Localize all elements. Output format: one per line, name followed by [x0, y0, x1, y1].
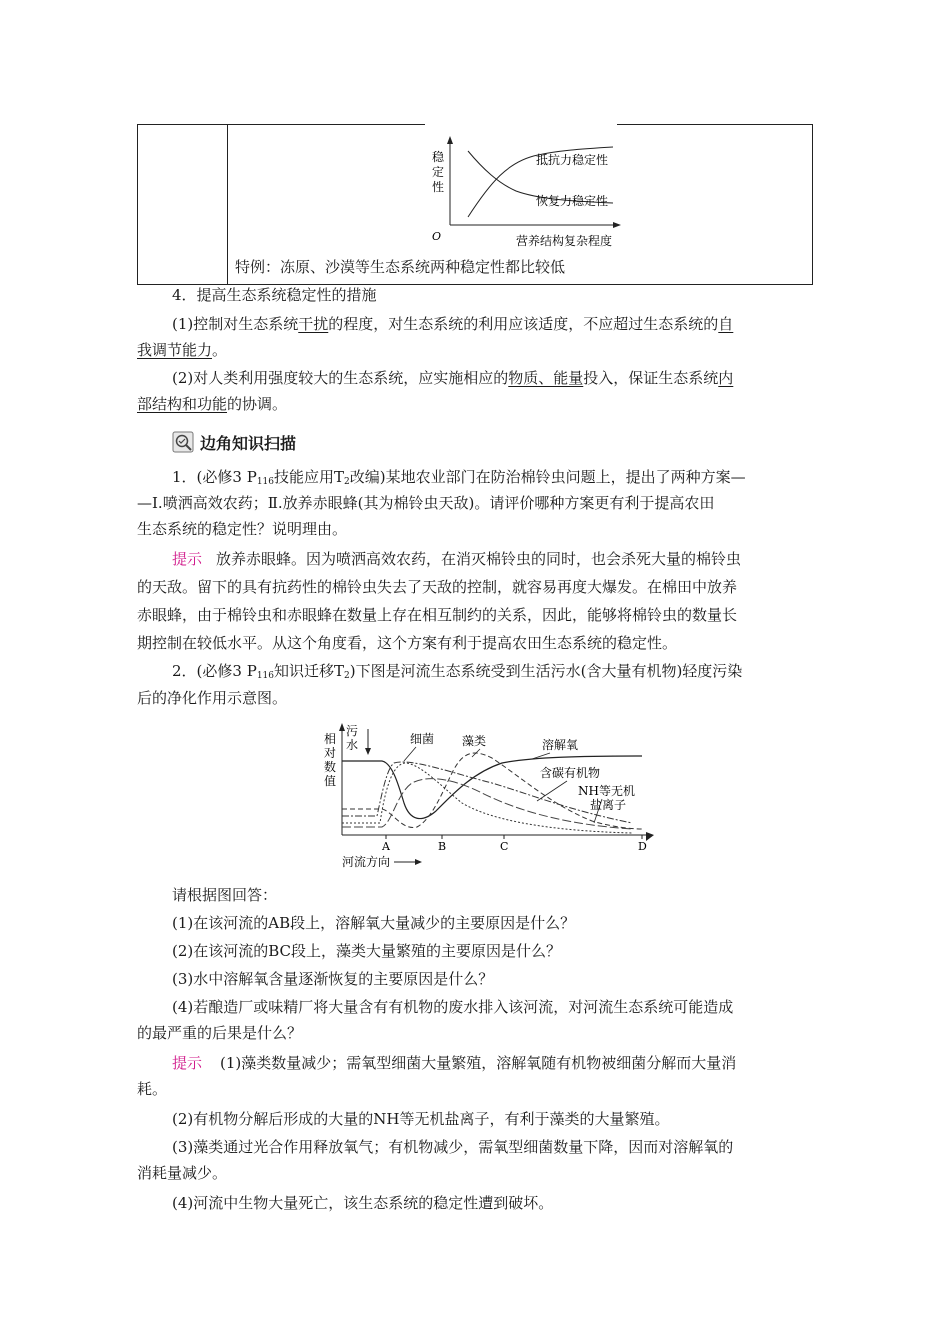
- river-ylabel-1: 相: [324, 732, 337, 746]
- tick-a: A: [382, 840, 390, 853]
- tick-c: C: [500, 840, 509, 853]
- measure-2-line2: [137, 393, 287, 415]
- sewage-label-1: 污: [346, 724, 359, 738]
- algae-label: 藻类: [462, 734, 487, 748]
- measure-1-underline-2b: 我调节能力: [137, 341, 213, 359]
- measure-2-text-c: 的协调。: [227, 395, 288, 413]
- q2-line2: 后的净化作用示意图。: [137, 689, 288, 707]
- q1-t-sub: 2: [344, 477, 350, 487]
- sewage-label-2: 水: [346, 738, 359, 752]
- q2-line1: [172, 660, 742, 687]
- measure-2-underline-1: 物质、能量: [508, 369, 584, 387]
- q1-answer-line2: 的天敌。留下的具有抗药性的棉铃虫失去了天敌的控制，就容易再度大爆发。在棉田中放养: [137, 578, 738, 596]
- question-1: (1)在该河流的AB段上，溶解氧大量减少的主要原因是什么？: [172, 914, 576, 932]
- measure-2-text-b: 投入，保证生态系统: [583, 369, 719, 387]
- tick-d: D: [638, 840, 647, 853]
- river-purification-figure: [324, 723, 702, 871]
- resilience-label: 恢复力稳定性: [536, 194, 609, 208]
- answer-1-text: (1)藻类数量减少；需氧型细菌大量繁殖，溶解氧随有机物被细菌分解而大量消: [220, 1054, 737, 1072]
- questions-intro: 请根据图回答：: [172, 886, 278, 904]
- measure-1-text-b: 的程度，对生态系统的利用应该适度，不应超过生态系统的: [328, 315, 719, 333]
- question-4-line1: (4)若酿造厂或味精厂将大量含有有机物的废水排入该河流，对河流生态系统可能造成: [172, 998, 734, 1016]
- question-3: (3)水中溶解氧含量逐渐恢复的主要原因是什么？: [172, 970, 494, 988]
- q1-text-a: 1．(必修3 P: [172, 468, 257, 486]
- q1-text-b: 技能应用T: [274, 468, 345, 486]
- stability-table-row: [137, 124, 813, 285]
- nh-label: [578, 783, 635, 798]
- q1-line1: [172, 466, 746, 493]
- answer-hint-label: 提示: [172, 1054, 203, 1072]
- q1-text-c: 改编)某地农业部门在防治棉铃虫问题上，提出了两种方案—: [349, 468, 746, 486]
- scan-icon: [172, 431, 194, 453]
- answer-3-line2: 消耗量减少。: [137, 1164, 228, 1182]
- question-4-line2: 的最严重的后果是什么？: [137, 1024, 303, 1042]
- bacteria-label: 细菌: [410, 732, 435, 746]
- measure-1-underline-2a: 自: [718, 315, 734, 333]
- q1-line3: 生态系统的稳定性？说明理由。: [137, 520, 348, 538]
- table-divider: [227, 125, 228, 284]
- answer-1-line1: [172, 1052, 736, 1074]
- x-axis-ticks: [381, 835, 647, 853]
- stability-origin: O: [432, 230, 442, 243]
- river-ylabel-3: 数: [324, 760, 337, 774]
- resistance-label: 抵抗力稳定性: [536, 153, 609, 167]
- stability-ylabel-2: 定: [432, 165, 445, 179]
- answer-2: (2)有机物分解后形成的大量的NH等无机盐离子，有利于藻类的大量繁殖。: [172, 1110, 670, 1128]
- answer-3-line1: (3)藻类通过光合作用释放氧气；有机物减少，需氧型细菌数量下降，因而对溶解氧的: [172, 1138, 734, 1156]
- stability-chart: [428, 133, 628, 251]
- measure-2-text-a: (2)对人类利用强度较大的生态系统，应实施相应的: [172, 369, 509, 387]
- q2-text-b: 知识迁移T: [274, 662, 345, 680]
- river-ylabel-4: 值: [324, 774, 337, 788]
- river-ylabel-2: 对: [324, 746, 337, 760]
- q1-answer-text: 放养赤眼蜂。因为喷洒高效农药，在消灭棉铃虫的同时，也会杀死大量的棉铃虫: [216, 550, 742, 568]
- nh-label-a: NH: [578, 784, 599, 798]
- measure-2-underline-2a: 内: [718, 369, 734, 387]
- measures-heading: 4．提高生态系统稳定性的措施: [172, 286, 377, 304]
- carbon-label: 含碳有机物: [540, 766, 601, 780]
- measure-1-text-c: 。: [212, 341, 228, 359]
- q1-answer-line1: [172, 548, 741, 570]
- nh-label-b: 等无机: [598, 784, 635, 798]
- q2-t-sub: 2: [344, 671, 350, 681]
- measure-1-underline-1: 干扰: [298, 315, 329, 333]
- answer-1-line2: 耗。: [137, 1080, 168, 1098]
- oxygen-label: 溶解氧: [542, 738, 579, 752]
- nh-label-c: 盐离子: [590, 798, 627, 812]
- q1-page-sub: 116: [256, 477, 274, 487]
- table-top-gap: [425, 123, 617, 127]
- section-title: 边角知识扫描: [200, 433, 297, 453]
- q1-line2: —Ⅰ.喷洒高效农药；Ⅱ.放养赤眼蜂(其为棉铃虫天敌)。请评价哪种方案更有利于提高农田: [137, 494, 715, 512]
- measure-1-line2: [137, 339, 227, 361]
- q2-page-sub: 116: [256, 671, 274, 681]
- measure-2-underline-2b: 部结构和功能: [137, 395, 228, 413]
- question-2: (2)在该河流的BC段上，藻类大量繁殖的主要原因是什么？: [172, 942, 562, 960]
- river-xlabel: 河流方向: [342, 855, 391, 869]
- tick-b: B: [438, 840, 447, 853]
- measure-1-text-a: (1)控制对生态系统: [172, 315, 299, 333]
- stability-ylabel-1: 稳: [432, 150, 445, 164]
- q1-answer-line4: 期控制在较低水平。从这个角度看，这个方案有利于提高农田生态系统的稳定性。: [137, 634, 678, 652]
- stability-xlabel: 营养结构复杂程度: [516, 234, 613, 248]
- q1-hint-label: 提示: [172, 550, 203, 568]
- measure-1-line1: [172, 313, 733, 335]
- q2-text-c: )下图是河流生态系统受到生活污水(含大量有机物)轻度污染: [349, 662, 743, 680]
- section-header: [172, 429, 296, 455]
- q2-text-a: 2．(必修3 P: [172, 662, 257, 680]
- q1-answer-line3: 赤眼蜂，由于棉铃虫和赤眼蜂在数量上存在相互制约的关系，因此，能够将棉铃虫的数量长: [137, 606, 738, 624]
- stability-ylabel-3: 性: [432, 180, 445, 194]
- table-note: 特例：冻原、沙漠等生态系统两种稳定性都比较低: [235, 258, 566, 276]
- measure-2-line1: [172, 367, 733, 389]
- answer-4: (4)河流中生物大量死亡，该生态系统的稳定性遭到破坏。: [172, 1194, 554, 1212]
